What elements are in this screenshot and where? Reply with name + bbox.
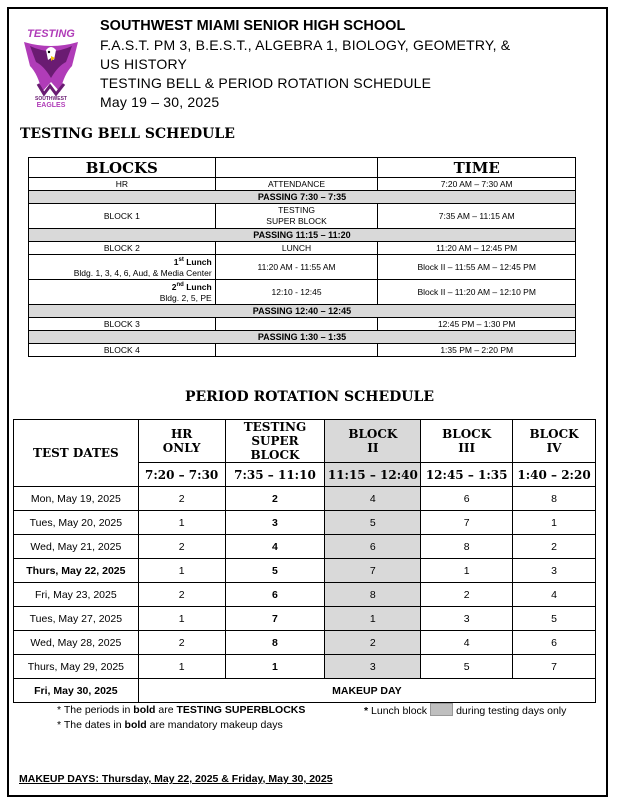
cell-hr: 1 bbox=[138, 511, 225, 535]
cell-b3: 4 bbox=[421, 631, 513, 655]
cell-b2: 5 bbox=[325, 511, 421, 535]
time-hr: 7:20 – 7:30 bbox=[138, 463, 225, 487]
cell bbox=[215, 318, 378, 331]
cell-b4: 2 bbox=[513, 535, 596, 559]
note-text: are mandatory makeup days bbox=[146, 719, 283, 731]
cell: PASSING 11:15 – 11:20 bbox=[29, 229, 576, 242]
cell-sb: 7 bbox=[225, 607, 325, 631]
header-date-range: May 19 – 30, 2025 bbox=[100, 94, 220, 110]
note-bold-dates bbox=[57, 718, 305, 733]
blocks-header: BLOCKS bbox=[29, 158, 216, 178]
block-iv-header bbox=[513, 420, 596, 463]
note-text: * The periods in bbox=[57, 704, 134, 716]
hr-only-header bbox=[138, 420, 225, 463]
bell-row-hr bbox=[29, 178, 576, 191]
cell: PASSING 1:30 – 1:35 bbox=[29, 331, 576, 344]
cell-sb: 8 bbox=[225, 631, 325, 655]
time-b2: 11:15 – 12:40 bbox=[325, 463, 421, 487]
bell-row-block3 bbox=[29, 318, 576, 331]
rotation-schedule-table bbox=[13, 419, 596, 703]
lunch-buildings: Bldg. 2, 5, PE bbox=[159, 292, 212, 303]
table-row bbox=[14, 535, 596, 559]
note-text: are bbox=[155, 704, 177, 716]
note-bold-periods bbox=[57, 703, 305, 718]
table-row bbox=[14, 583, 596, 607]
bell-row-block1 bbox=[29, 204, 576, 229]
table-row bbox=[14, 487, 596, 511]
cell-sb: 4 bbox=[225, 535, 325, 559]
test-dates-header: TEST DATES bbox=[14, 420, 139, 487]
cell: PASSING 12:40 – 12:45 bbox=[29, 305, 576, 318]
cell-line: TESTING bbox=[278, 205, 315, 215]
cell bbox=[29, 280, 216, 305]
cell-sb: 2 bbox=[225, 487, 325, 511]
cell-hr: 1 bbox=[138, 559, 225, 583]
header-line: II bbox=[367, 441, 379, 455]
cell: ATTENDANCE bbox=[215, 178, 378, 191]
cell-hr: 2 bbox=[138, 631, 225, 655]
cell-b4: 1 bbox=[513, 511, 596, 535]
table-row bbox=[14, 655, 596, 679]
bell-header-row bbox=[29, 158, 576, 178]
cell: BLOCK 3 bbox=[29, 318, 216, 331]
makeup-date: Fri, May 30, 2025 bbox=[14, 679, 139, 703]
time-b4: 1:40 – 2:20 bbox=[513, 463, 596, 487]
cell-b3: 5 bbox=[421, 655, 513, 679]
cell-date: Thurs, May 22, 2025 bbox=[14, 559, 139, 583]
table-row bbox=[14, 511, 596, 535]
cell: HR bbox=[29, 178, 216, 191]
cell-b4: 6 bbox=[513, 631, 596, 655]
bell-row-block2 bbox=[29, 242, 576, 255]
note-text: * The dates in bbox=[57, 719, 125, 731]
header-line: SUPER BLOCK bbox=[250, 434, 300, 462]
cell-date: Tues, May 27, 2025 bbox=[14, 607, 139, 631]
logo-bottom-text-2: EAGLES bbox=[36, 102, 66, 108]
lunch-buildings: Bldg. 1, 3, 4, 6, Aud, & Media Center bbox=[73, 267, 212, 278]
cell-date: Fri, May 23, 2025 bbox=[14, 583, 139, 607]
cell-b2: 6 bbox=[325, 535, 421, 559]
note-text: Lunch block bbox=[371, 705, 428, 717]
lunch-label: Lunch bbox=[183, 281, 212, 292]
makeup-days-footer: MAKEUP DAYS: Thursday, May 22, 2025 & Friday, May 30, 2025 bbox=[19, 773, 333, 785]
cell: 12:10 - 12:45 bbox=[215, 280, 378, 305]
cell: Block II – 11:55 AM – 12:45 PM bbox=[378, 255, 576, 280]
cell-b4: 5 bbox=[513, 607, 596, 631]
passing-row bbox=[29, 191, 576, 204]
eagle-logo bbox=[20, 22, 82, 108]
cell-b3: 3 bbox=[421, 607, 513, 631]
cell-hr: 1 bbox=[138, 607, 225, 631]
cell bbox=[215, 344, 378, 357]
cell-b4: 8 bbox=[513, 487, 596, 511]
logo-top-text: TESTING bbox=[27, 28, 75, 40]
bell-row-lunch2 bbox=[29, 280, 576, 305]
cell-sb: 6 bbox=[225, 583, 325, 607]
cell-date: Wed, May 28, 2025 bbox=[14, 631, 139, 655]
footnotes-left bbox=[57, 703, 305, 733]
note-text: * bbox=[364, 705, 372, 717]
header-line-3: US HISTORY bbox=[100, 56, 188, 72]
cell-date: Mon, May 19, 2025 bbox=[14, 487, 139, 511]
cell-hr: 2 bbox=[138, 583, 225, 607]
cell-b2: 8 bbox=[325, 583, 421, 607]
passing-row bbox=[29, 229, 576, 242]
footnote-lunch-block bbox=[364, 703, 566, 719]
blank-header bbox=[215, 158, 378, 178]
bell-schedule-title: TESTING BELL SCHEDULE bbox=[20, 126, 235, 142]
school-name: SOUTHWEST MIAMI SENIOR HIGH SCHOOL bbox=[100, 18, 406, 34]
header-line: BLOCK bbox=[529, 427, 579, 441]
cell-date: Wed, May 21, 2025 bbox=[14, 535, 139, 559]
header-line-4: TESTING BELL & PERIOD ROTATION SCHEDULE bbox=[100, 75, 432, 91]
cell-b4: 3 bbox=[513, 559, 596, 583]
lunch-sup: nd bbox=[176, 282, 184, 289]
cell: BLOCK 2 bbox=[29, 242, 216, 255]
passing-row bbox=[29, 331, 576, 344]
rotation-schedule-title: PERIOD ROTATION SCHEDULE bbox=[184, 389, 435, 405]
bell-row-block4 bbox=[29, 344, 576, 357]
header-line: BLOCK bbox=[442, 427, 492, 441]
cell: 11:20 AM – 12:45 PM bbox=[378, 242, 576, 255]
header-line-2: F.A.S.T. PM 3, B.E.S.T., ALGEBRA 1, BIOLOGY, GEOMETRY, & bbox=[100, 37, 511, 53]
makeup-row bbox=[14, 679, 596, 703]
header-line: III bbox=[458, 441, 476, 455]
cell-line: SUPER BLOCK bbox=[266, 216, 327, 226]
table-row bbox=[14, 631, 596, 655]
cell-b4: 7 bbox=[513, 655, 596, 679]
time-b3: 12:45 – 1:35 bbox=[421, 463, 513, 487]
time-header: TIME bbox=[378, 158, 576, 178]
cell-date: Thurs, May 29, 2025 bbox=[14, 655, 139, 679]
table-row bbox=[14, 607, 596, 631]
header-line: TESTING bbox=[243, 420, 307, 434]
rotation-header-row bbox=[14, 420, 596, 463]
cell: 7:35 AM – 11:15 AM bbox=[378, 204, 576, 229]
cell-hr: 2 bbox=[138, 535, 225, 559]
note-text: bold bbox=[133, 704, 156, 716]
block-ii-header bbox=[325, 420, 421, 463]
cell: 11:20 AM - 11:55 AM bbox=[215, 255, 378, 280]
lunch-sup: st bbox=[178, 257, 184, 264]
lunch-num: 1 bbox=[173, 256, 179, 267]
cell bbox=[215, 204, 378, 229]
bell-row-lunch1 bbox=[29, 255, 576, 280]
cell-b3: 6 bbox=[421, 487, 513, 511]
time-super: 7:35 – 11:10 bbox=[225, 463, 325, 487]
gray-swatch bbox=[430, 703, 453, 716]
cell-b3: 7 bbox=[421, 511, 513, 535]
cell: PASSING 7:30 – 7:35 bbox=[29, 191, 576, 204]
lunch-num: 2 bbox=[171, 281, 177, 292]
cell-b3: 1 bbox=[421, 559, 513, 583]
cell bbox=[29, 255, 216, 280]
cell: Block II – 11:20 AM – 12:10 PM bbox=[378, 280, 576, 305]
cell-hr: 1 bbox=[138, 655, 225, 679]
makeup-label: MAKEUP DAY bbox=[138, 679, 595, 703]
cell-hr: 2 bbox=[138, 487, 225, 511]
cell: LUNCH bbox=[215, 242, 378, 255]
cell: BLOCK 1 bbox=[29, 204, 216, 229]
header-line: BLOCK bbox=[348, 427, 398, 441]
document-header bbox=[100, 17, 600, 112]
super-block-header bbox=[225, 420, 325, 463]
cell-b2: 1 bbox=[325, 607, 421, 631]
cell-sb: 3 bbox=[225, 511, 325, 535]
cell-b2: 3 bbox=[325, 655, 421, 679]
cell-b2: 2 bbox=[325, 631, 421, 655]
header-line: ONLY bbox=[162, 441, 201, 455]
cell-sb: 1 bbox=[225, 655, 325, 679]
cell: BLOCK 4 bbox=[29, 344, 216, 357]
cell-b2: 7 bbox=[325, 559, 421, 583]
note-text: TESTING SUPERBLOCKS bbox=[176, 704, 306, 716]
table-row bbox=[14, 559, 596, 583]
cell-b3: 8 bbox=[421, 535, 513, 559]
header-line: HR bbox=[170, 427, 193, 441]
block-iii-header bbox=[421, 420, 513, 463]
cell-b4: 4 bbox=[513, 583, 596, 607]
passing-row bbox=[29, 305, 576, 318]
logo-bottom-text-1: SOUTHWEST bbox=[35, 96, 67, 102]
lunch-label: Lunch bbox=[183, 256, 212, 267]
cell: 7:20 AM – 7:30 AM bbox=[378, 178, 576, 191]
cell-date: Tues, May 20, 2025 bbox=[14, 511, 139, 535]
header-line: IV bbox=[546, 441, 562, 455]
note-text: bold bbox=[124, 719, 147, 731]
note-text: during testing days only bbox=[456, 705, 567, 717]
cell-b3: 2 bbox=[421, 583, 513, 607]
cell: 1:35 PM – 2:20 PM bbox=[378, 344, 576, 357]
cell-b2: 4 bbox=[325, 487, 421, 511]
bell-schedule-table bbox=[28, 157, 576, 357]
cell-sb: 5 bbox=[225, 559, 325, 583]
cell: 12:45 PM – 1:30 PM bbox=[378, 318, 576, 331]
